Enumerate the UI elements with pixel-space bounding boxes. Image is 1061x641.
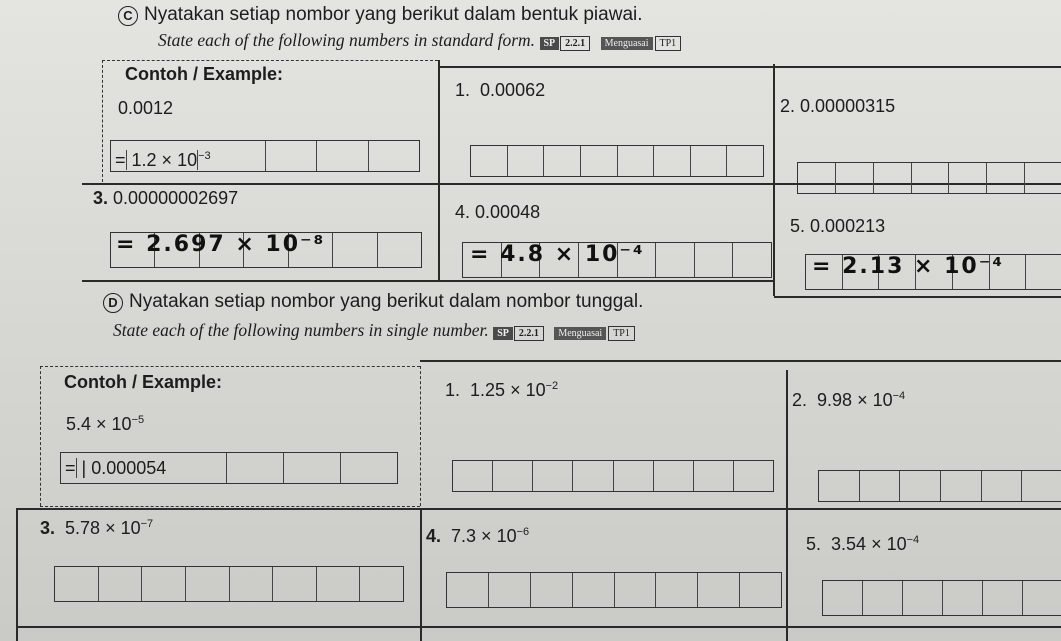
divider <box>773 64 775 296</box>
question-c2: 2. 0.00000315 <box>780 96 896 116</box>
divider <box>16 626 1061 628</box>
example-c-top-border <box>102 60 438 61</box>
divider <box>438 66 1061 68</box>
section-d-subtitle-row <box>113 320 635 341</box>
section-d-marker: D <box>103 293 123 313</box>
question-c5-handwritten-answer: = 2.13 × 10⁻⁴ <box>812 254 1004 279</box>
question-d1: 1. $1.25 \times 10^{-2}$ <box>445 380 559 400</box>
example-d-answer-boxes <box>60 452 398 484</box>
question-c2-answer-boxes[interactable] <box>797 162 1061 194</box>
question-c4-handwritten-answer: = 4.8 × 10⁻⁴ <box>470 242 645 267</box>
question-d3: 3. $5.78 \times 10^{-7}$ <box>40 518 154 538</box>
example-d-right-border <box>420 366 421 506</box>
section-c-subtitle-row <box>158 30 681 51</box>
divider <box>16 508 18 641</box>
example-c-left-border <box>102 60 103 182</box>
example-c-answer: = $1.2 \times 10^{-3}$ <box>115 150 211 170</box>
divider <box>82 280 774 282</box>
divider <box>420 360 1061 362</box>
example-d-label: Contoh / Example: <box>64 372 223 392</box>
question-c4: 4. 0.00048 <box>455 202 541 222</box>
tp-tag: TP1 <box>655 36 682 51</box>
question-c1-answer-boxes[interactable] <box>470 145 764 177</box>
sp-tag: SP <box>540 37 560 50</box>
level-tag: Menguasai <box>554 327 606 340</box>
section-d-subtitle: State each of the following numbers in single number. <box>113 320 489 340</box>
question-d4: 4. $7.3 \times 10^{-6}$ <box>426 526 530 546</box>
level-tag: Menguasai <box>601 37 653 50</box>
example-d-number: $5.4 \times 10^{-5}$ <box>66 414 145 434</box>
example-d-top-border <box>40 366 420 367</box>
sp-tag: SP <box>493 327 513 340</box>
example-d-answer: = | 0.000054 <box>65 458 167 478</box>
question-d4-answer-boxes[interactable] <box>446 572 782 608</box>
section-c-subtitle: State each of the following numbers in standard form. <box>158 30 536 50</box>
question-d2: 2. $9.98 \times 10^{-4}$ <box>792 390 906 410</box>
example-d-bottom-border <box>40 506 420 507</box>
question-d1-answer-boxes[interactable] <box>452 460 774 492</box>
example-c-label: Contoh / Example: <box>125 64 284 84</box>
divider <box>786 370 788 641</box>
question-c3: 3. 0.00000002697 <box>93 188 239 208</box>
tp-tag: TP1 <box>608 326 635 341</box>
question-d2-answer-boxes[interactable] <box>818 470 1061 502</box>
question-c5: 5. 0.000213 <box>790 216 886 236</box>
divider <box>438 60 440 184</box>
example-c-answer-boxes <box>110 140 420 172</box>
question-d3-answer-boxes[interactable] <box>54 566 404 602</box>
example-d-left-border <box>40 366 41 506</box>
question-d5: 5. $3.54 \times 10^{-4}$ <box>806 534 920 554</box>
sp-ref-tag: 2.2.1 <box>560 36 590 51</box>
divider <box>420 508 422 641</box>
section-c-marker: C <box>118 6 138 26</box>
divider <box>774 296 1061 298</box>
sp-ref-tag: 2.2.1 <box>514 326 544 341</box>
section-c-title: C Nyatakan setiap nombor yang berikut dalam bentuk piawai. <box>118 4 643 26</box>
example-c-number: 0.0012 <box>118 98 174 118</box>
question-c3-handwritten-answer: = 2.697 × 10⁻⁸ <box>116 232 326 257</box>
section-d-title: D Nyatakan setiap nombor yang berikut dalam nombor tunggal. <box>103 291 643 313</box>
divider <box>16 508 1061 510</box>
question-c1: 1. 0.00062 <box>455 80 546 100</box>
divider <box>438 184 440 280</box>
question-d5-answer-boxes[interactable] <box>822 580 1061 616</box>
